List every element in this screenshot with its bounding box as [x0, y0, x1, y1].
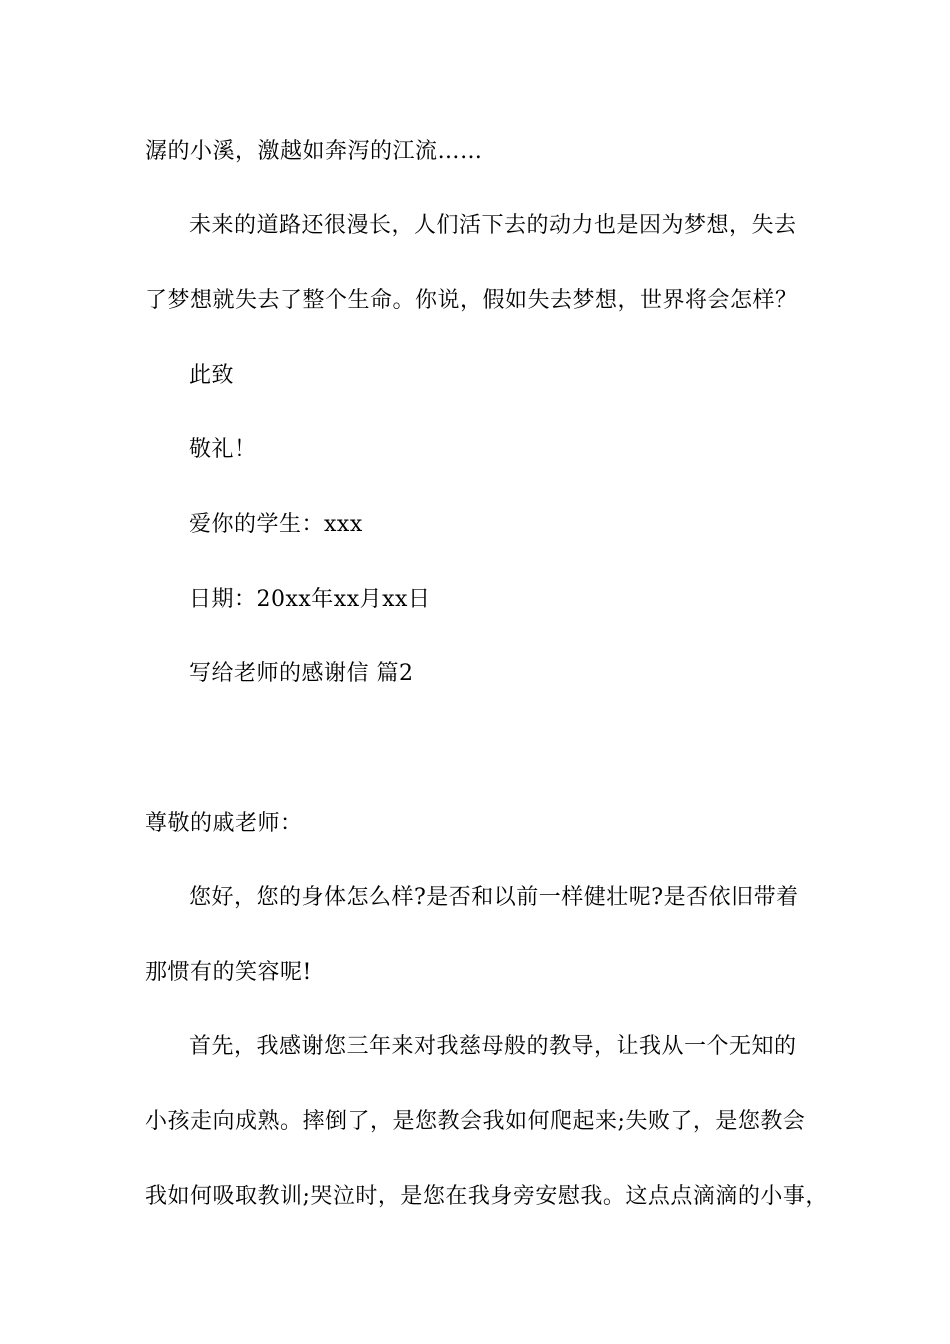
paragraph-line: 小孩走向成熟。摔倒了，是您教会我如何爬起来;失败了，是您教会	[145, 1109, 806, 1134]
paragraph-line: 您好，您的身体怎么样?是否和以前一样健壮呢?是否依旧带着	[189, 885, 799, 910]
paragraph-line: 那惯有的笑容呢!	[145, 960, 312, 985]
paragraph-line: 我如何吸取教训;哭泣时，是您在我身旁安慰我。这点点滴滴的小事，	[145, 1184, 828, 1209]
paragraph-line: 首先，我感谢您三年来对我慈母般的教导，让我从一个无知的	[189, 1034, 797, 1059]
paragraph-line-continuation: 潺的小溪，激越如奔泻的江流……	[145, 139, 483, 164]
signature-line: 爱你的学生：xxx	[189, 512, 363, 537]
paragraph-line: 未来的道路还很漫长，人们活下去的动力也是因为梦想，失去	[189, 213, 797, 238]
section-heading: 写给老师的感谢信 篇2	[189, 661, 414, 686]
paragraph-line: 了梦想就失去了整个生命。你说，假如失去梦想，世界将会怎样？	[145, 288, 798, 313]
closing-regards: 敬礼！	[189, 437, 257, 462]
closing-salutation: 此致	[189, 363, 235, 388]
date-line: 日期：20xx年xx月xx日	[189, 587, 431, 612]
letter-greeting: 尊敬的戚老师：	[145, 811, 303, 836]
